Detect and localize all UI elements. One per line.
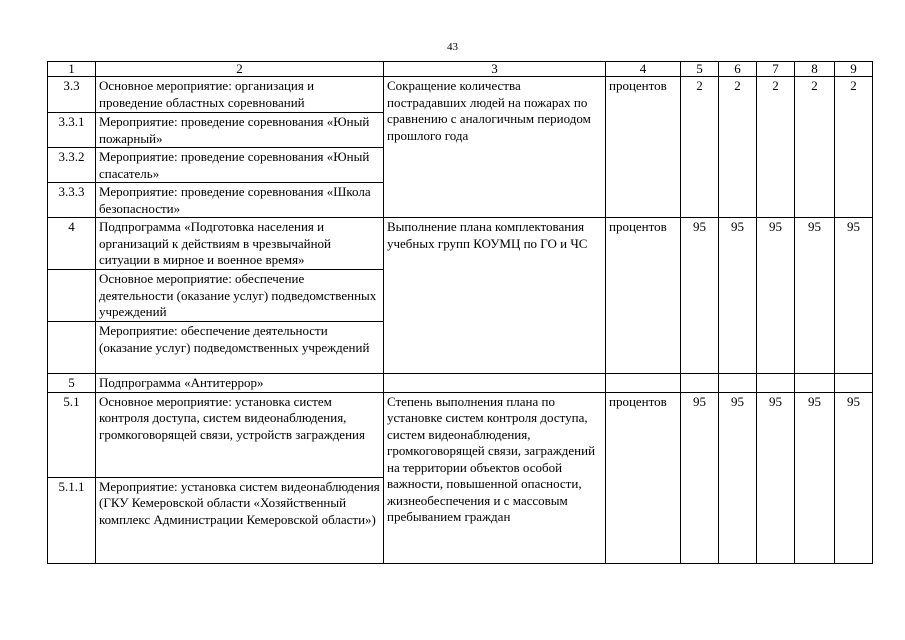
row-number: 5.1 <box>48 392 96 477</box>
value-cell <box>795 374 835 393</box>
unit-cell: процентов <box>606 392 681 563</box>
value-cell: 95 <box>719 218 757 374</box>
header-cell: 2 <box>96 62 384 77</box>
value-cell: 95 <box>795 218 835 374</box>
value-cell: 2 <box>795 77 835 218</box>
activity-name: Мероприятие: проведение соревнования «Юный спасатель» <box>96 148 384 183</box>
header-cell: 4 <box>606 62 681 77</box>
header-cell: 6 <box>719 62 757 77</box>
value-cell <box>719 374 757 393</box>
activity-name: Основное мероприятие: организация и проведение областных соревнований <box>96 77 384 113</box>
value-cell: 2 <box>835 77 873 218</box>
table-row <box>48 392 873 477</box>
table-row <box>48 77 873 113</box>
indicator-text: Степень выполнения плана по установке систем контроля доступа, систем видеонаблюдения, громкоговорящей связи, заграждений на территории объектов особой важности, повышенной опасности, жизнеобеспечения и с массовым пребыванием граждан <box>384 392 606 563</box>
row-number <box>48 322 96 374</box>
value-cell: 95 <box>757 392 795 563</box>
row-number: 5.1.1 <box>48 477 96 563</box>
value-cell: 2 <box>681 77 719 218</box>
value-cell: 95 <box>681 392 719 563</box>
value-cell <box>757 374 795 393</box>
row-number: 3.3.2 <box>48 148 96 183</box>
row-number: 3.3.3 <box>48 183 96 218</box>
value-cell: 2 <box>719 77 757 218</box>
activity-name: Мероприятие: обеспечение деятельности (оказание услуг) подведомственных учреждений <box>96 322 384 374</box>
header-cell: 8 <box>795 62 835 77</box>
row-number <box>48 270 96 322</box>
unit-cell: процентов <box>606 77 681 218</box>
header-row <box>48 62 873 77</box>
activity-name: Подпрограмма «Подготовка населения и организаций к действиям в чрезвычайной ситуации в мирное и военное время» <box>96 218 384 270</box>
activity-name: Основное мероприятие: обеспечение деятельности (оказание услуг) подведомственных учреждений <box>96 270 384 322</box>
header-cell: 9 <box>835 62 873 77</box>
row-number: 3.3 <box>48 77 96 113</box>
table-row <box>48 218 873 270</box>
indicators-table <box>47 61 873 564</box>
indicator-text: Выполнение плана комплектования учебных групп КОУМЦ по ГО и ЧС <box>384 218 606 374</box>
activity-name: Мероприятие: установка систем видеонаблюдения (ГКУ Кемеровской области «Хозяйственный комплекс Администрации Кемеровской области») <box>96 477 384 563</box>
activity-name: Мероприятие: проведение соревнования «Школа безопасности» <box>96 183 384 218</box>
row-number: 4 <box>48 218 96 270</box>
value-cell: 95 <box>757 218 795 374</box>
value-cell: 95 <box>681 218 719 374</box>
row-number: 5 <box>48 374 96 393</box>
value-cell: 2 <box>757 77 795 218</box>
value-cell <box>681 374 719 393</box>
indicator-text <box>384 374 606 393</box>
unit-cell <box>606 374 681 393</box>
unit-cell: процентов <box>606 218 681 374</box>
indicator-text: Сокращение количества пострадавших людей на пожарах по сравнению с аналогичным периодом прошлого года <box>384 77 606 218</box>
value-cell: 95 <box>795 392 835 563</box>
value-cell: 95 <box>719 392 757 563</box>
row-number: 3.3.1 <box>48 113 96 148</box>
value-cell <box>835 374 873 393</box>
header-cell: 3 <box>384 62 606 77</box>
value-cell: 95 <box>835 392 873 563</box>
activity-name: Основное мероприятие: установка систем контроля доступа, систем видеонаблюдения, громкоговорящей связи, устройств заграждения <box>96 392 384 477</box>
activity-name: Подпрограмма «Антитеррор» <box>96 374 384 393</box>
page-number: 43 <box>447 41 458 53</box>
table-row <box>48 374 873 393</box>
activity-name: Мероприятие: проведение соревнования «Юный пожарный» <box>96 113 384 148</box>
value-cell: 95 <box>835 218 873 374</box>
header-cell: 7 <box>757 62 795 77</box>
header-cell: 5 <box>681 62 719 77</box>
header-cell: 1 <box>48 62 96 77</box>
